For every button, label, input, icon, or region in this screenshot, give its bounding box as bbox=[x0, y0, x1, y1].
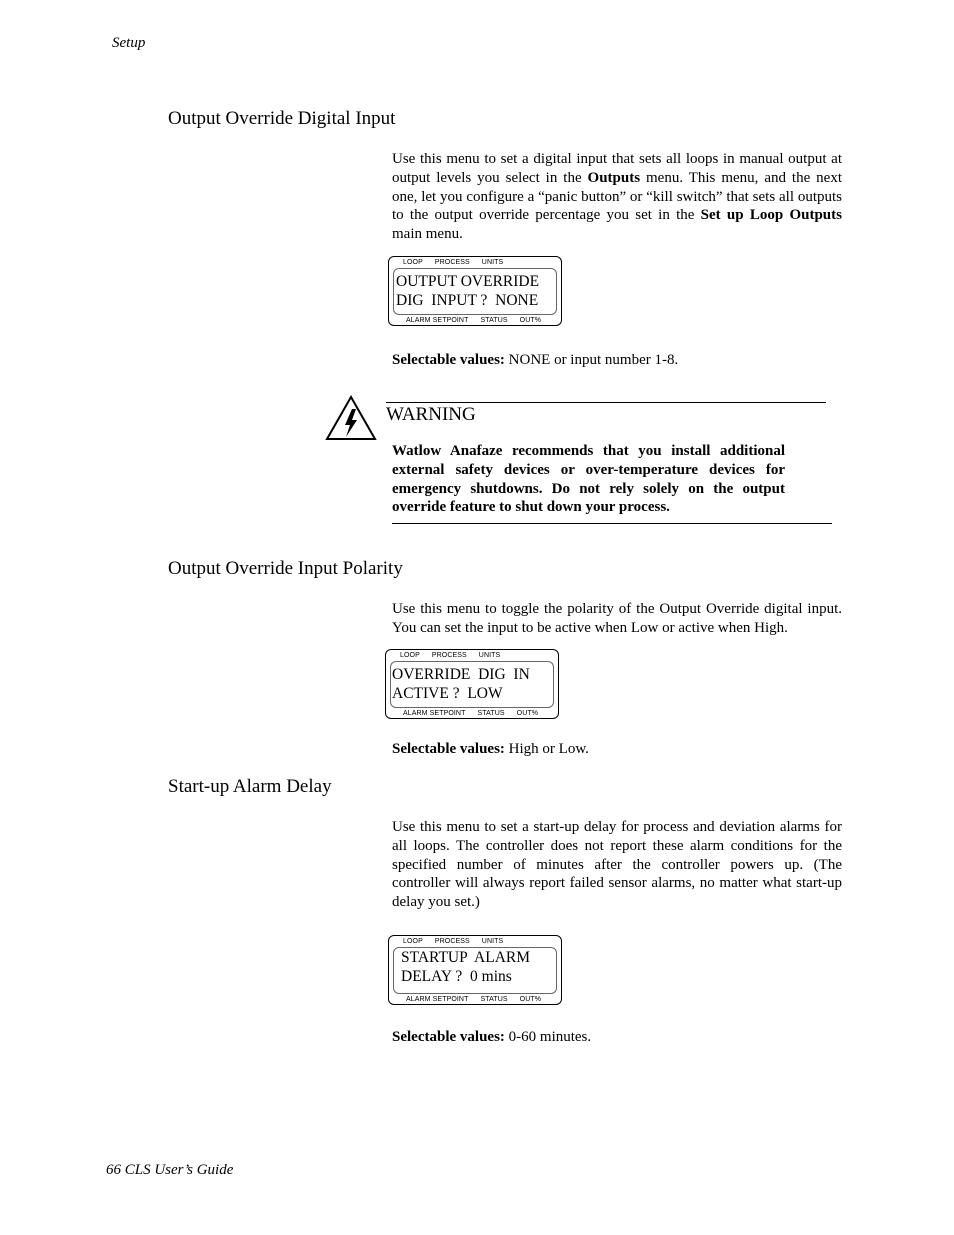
lcd-label: LOOP bbox=[400, 652, 420, 659]
section-paragraph bbox=[392, 818, 842, 912]
lcd-label: ALARM SETPOINT bbox=[403, 710, 466, 717]
selectable-label: Selectable values: bbox=[392, 1029, 505, 1045]
lcd-label: UNITS bbox=[478, 652, 501, 659]
lcd-screen bbox=[393, 268, 557, 315]
lcd-label: ALARM SETPOINT bbox=[406, 996, 469, 1003]
lcd-line-2: ACTIVE ? LOW bbox=[392, 685, 503, 702]
section-paragraph bbox=[392, 150, 842, 244]
lcd-bottom-labels bbox=[406, 317, 553, 324]
lcd-bottom-labels bbox=[403, 710, 550, 717]
lcd-display-override-polarity bbox=[385, 649, 559, 719]
lcd-line-2: DELAY ? 0 mins bbox=[401, 968, 512, 985]
lcd-line-1: STARTUP ALARM bbox=[401, 949, 531, 966]
lcd-top-labels bbox=[400, 652, 512, 659]
bold-term: Outputs bbox=[587, 169, 641, 186]
lcd-label: LOOP bbox=[403, 938, 423, 945]
bold-term: Set up Loop Outputs bbox=[700, 207, 842, 224]
selectable-values bbox=[392, 1029, 591, 1046]
warning-title: WARNING bbox=[386, 404, 476, 425]
lcd-screen bbox=[390, 661, 554, 708]
warning-text: Watlow Anafaze recommends that you install additional external safety devices or over-temperature devices for emergency shutdowns. Do not rely solely on the output override feature to shut down your process. bbox=[392, 443, 785, 516]
lcd-label: STATUS bbox=[477, 710, 505, 717]
page-footer: 66 CLS User’s Guide bbox=[106, 1162, 234, 1178]
lcd-label: UNITS bbox=[481, 938, 504, 945]
lcd-label: OUT% bbox=[519, 317, 542, 324]
lcd-line-1: OVERRIDE DIG IN bbox=[392, 666, 530, 683]
lcd-label: OUT% bbox=[516, 710, 539, 717]
lcd-label: OUT% bbox=[519, 996, 542, 1003]
text-run: Use this menu to toggle the polarity of the Output Override digital input. You can set the input to be active when Low or active when High. bbox=[392, 601, 842, 636]
lcd-label: PROCESS bbox=[434, 938, 470, 945]
lcd-display-startup-alarm-delay bbox=[388, 935, 562, 1005]
warning-rule-bottom bbox=[392, 523, 832, 524]
section-paragraph bbox=[392, 600, 842, 638]
lcd-label: LOOP bbox=[403, 259, 423, 266]
lcd-label: UNITS bbox=[481, 259, 504, 266]
section-heading-startup-alarm-delay: Start-up Alarm Delay bbox=[168, 776, 332, 797]
text-run: main menu. bbox=[392, 226, 463, 243]
lcd-label: STATUS bbox=[480, 996, 508, 1003]
lcd-label: ALARM SETPOINT bbox=[406, 317, 469, 324]
selectable-value: NONE or input number 1-8. bbox=[504, 352, 679, 368]
lcd-top-labels bbox=[403, 938, 515, 945]
text-run: Use this menu to set a digital input that sets all loops in manual output at output levels you select in the bbox=[392, 151, 842, 186]
running-header: Setup bbox=[112, 35, 146, 51]
selectable-value: High or Low. bbox=[504, 741, 589, 757]
text-run: Use this menu to set a start-up delay for process and deviation alarms for all loops. The controller does not report these alarm conditions for the specified number of minutes after the controller powers up. (The controller will always report failed sensor alarms, no matter what start-up delay you set.) bbox=[392, 819, 842, 911]
selectable-values bbox=[392, 352, 678, 369]
lcd-label: STATUS bbox=[480, 317, 508, 324]
lcd-top-labels bbox=[403, 259, 515, 266]
lcd-bottom-labels bbox=[406, 996, 553, 1003]
selectable-values bbox=[392, 741, 589, 758]
section-heading-override-digital-input: Output Override Digital Input bbox=[168, 108, 396, 129]
selectable-label: Selectable values: bbox=[392, 352, 505, 368]
warning-lightning-icon bbox=[325, 395, 377, 441]
text-run: menu. This menu, and the next one, let you configure a “panic button” or “kill switch” that sets all outputs to the output override percentage you set in the bbox=[392, 169, 842, 224]
section-heading-override-polarity: Output Override Input Polarity bbox=[168, 558, 403, 579]
lcd-screen bbox=[393, 947, 557, 994]
warning-rule-top bbox=[386, 402, 826, 403]
lcd-line-2: DIG INPUT ? NONE bbox=[396, 292, 539, 309]
lcd-label: PROCESS bbox=[434, 259, 470, 266]
lcd-label: PROCESS bbox=[431, 652, 467, 659]
selectable-value: 0-60 minutes. bbox=[504, 1029, 592, 1045]
selectable-label: Selectable values: bbox=[392, 741, 505, 757]
lcd-line-1: OUTPUT OVERRIDE bbox=[396, 273, 540, 290]
lcd-display-override-input bbox=[388, 256, 562, 326]
